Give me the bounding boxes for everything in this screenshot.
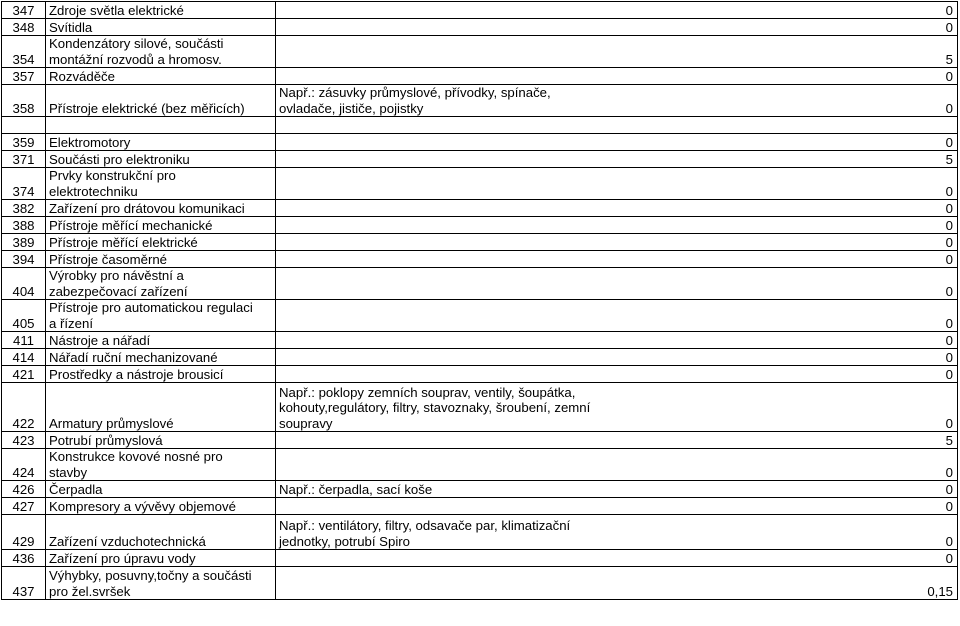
row-name: Konstrukce kovové nosné pro stavby — [46, 449, 276, 481]
table-row — [2, 449, 958, 481]
row-note: Např.: ventilátory, filtry, odsavače par, klimatizační jednotky, potrubí Spiro — [276, 515, 606, 550]
table-row — [2, 251, 958, 268]
table-row — [2, 2, 958, 19]
row-code: 421 — [2, 366, 46, 383]
row-code: 426 — [2, 481, 46, 498]
row-code: 422 — [2, 383, 46, 432]
row-note — [276, 19, 606, 36]
row-name: Součásti pro elektroniku — [46, 151, 276, 168]
row-name: Svítidla — [46, 19, 276, 36]
row-name: Prvky konstrukční pro elektrotechniku — [46, 168, 276, 200]
row-name: Výrobky pro návěstní a zabezpečovací zařízení — [46, 268, 276, 300]
table-row — [2, 85, 958, 117]
row-name: Výhybky, posuvny,točny a součásti pro žel.svršek — [46, 567, 276, 600]
row-name — [46, 117, 276, 134]
row-code: 437 — [2, 567, 46, 600]
row-note: Např.: poklopy zemních souprav, ventily, šoupátka, kohouty,regulátory, filtry, stavoznaky, šroubení, zemní soupravy — [276, 383, 606, 432]
row-value: 0 — [606, 550, 958, 567]
row-value: 0 — [606, 19, 958, 36]
row-name: Přístroje elektrické (bez měřicích) — [46, 85, 276, 117]
table-row — [2, 332, 958, 349]
row-name: Rozváděče — [46, 68, 276, 85]
row-note — [276, 432, 606, 449]
row-code: 374 — [2, 168, 46, 200]
row-note — [276, 168, 606, 200]
row-value: 0 — [606, 449, 958, 481]
row-note — [276, 134, 606, 151]
row-note — [276, 68, 606, 85]
row-note — [276, 2, 606, 19]
row-note — [276, 567, 606, 600]
table-row — [2, 349, 958, 366]
row-note — [276, 217, 606, 234]
row-note: Např.: zásuvky průmyslové, přívodky, spínače, ovladače, jističe, pojistky — [276, 85, 606, 117]
row-note — [276, 550, 606, 567]
row-value: 0 — [606, 383, 958, 432]
table-row — [2, 68, 958, 85]
material-table — [1, 1, 958, 600]
row-value: 0,15 — [606, 567, 958, 600]
table-row — [2, 550, 958, 567]
row-code: 382 — [2, 200, 46, 217]
row-name: Zařízení vzduchotechnická — [46, 515, 276, 550]
row-note — [276, 332, 606, 349]
row-value: 0 — [606, 498, 958, 515]
row-code: 389 — [2, 234, 46, 251]
row-code: 394 — [2, 251, 46, 268]
table-row — [2, 117, 958, 134]
table-row — [2, 268, 958, 300]
row-value: 0 — [606, 2, 958, 19]
row-note — [276, 349, 606, 366]
table-row — [2, 498, 958, 515]
row-code: 404 — [2, 268, 46, 300]
row-value: 0 — [606, 515, 958, 550]
row-value: 0 — [606, 68, 958, 85]
table-body — [2, 2, 958, 600]
table-row — [2, 151, 958, 168]
row-code: 436 — [2, 550, 46, 567]
row-name: Armatury průmyslové — [46, 383, 276, 432]
row-note: Např.: čerpadla, sací koše — [276, 481, 606, 498]
row-name: Kondenzátory silové, součásti montážní rozvodů a hromosv. — [46, 36, 276, 68]
row-code: 405 — [2, 300, 46, 332]
row-value: 5 — [606, 432, 958, 449]
row-code: 427 — [2, 498, 46, 515]
row-note — [276, 117, 606, 134]
table-row — [2, 19, 958, 36]
row-value: 5 — [606, 151, 958, 168]
table-row — [2, 481, 958, 498]
row-name: Čerpadla — [46, 481, 276, 498]
row-code: 354 — [2, 36, 46, 68]
row-note — [276, 449, 606, 481]
table-row — [2, 515, 958, 550]
row-code — [2, 117, 46, 134]
row-code: 359 — [2, 134, 46, 151]
row-name: Nářadí ruční mechanizované — [46, 349, 276, 366]
table-row — [2, 300, 958, 332]
row-note — [276, 200, 606, 217]
table-row — [2, 134, 958, 151]
row-code: 388 — [2, 217, 46, 234]
row-code: 414 — [2, 349, 46, 366]
row-code: 347 — [2, 2, 46, 19]
table-row — [2, 234, 958, 251]
row-code: 423 — [2, 432, 46, 449]
table-row — [2, 366, 958, 383]
row-code: 357 — [2, 68, 46, 85]
row-name: Elektromotory — [46, 134, 276, 151]
row-value: 0 — [606, 85, 958, 117]
row-value: 0 — [606, 217, 958, 234]
table-row — [2, 432, 958, 449]
table-row — [2, 567, 958, 600]
row-note — [276, 36, 606, 68]
row-value: 0 — [606, 200, 958, 217]
row-code: 348 — [2, 19, 46, 36]
row-value: 0 — [606, 234, 958, 251]
row-value: 5 — [606, 36, 958, 68]
row-value — [606, 117, 958, 134]
row-name: Přístroje časoměrné — [46, 251, 276, 268]
row-note — [276, 234, 606, 251]
row-name: Potrubí průmyslová — [46, 432, 276, 449]
row-value: 0 — [606, 332, 958, 349]
table-row — [2, 36, 958, 68]
row-code: 424 — [2, 449, 46, 481]
row-name: Zařízení pro drátovou komunikaci — [46, 200, 276, 217]
row-name: Zdroje světla elektrické — [46, 2, 276, 19]
row-code: 411 — [2, 332, 46, 349]
row-code: 371 — [2, 151, 46, 168]
row-note — [276, 151, 606, 168]
row-name: Přístroje měřící elektrické — [46, 234, 276, 251]
table-row — [2, 200, 958, 217]
row-value: 0 — [606, 300, 958, 332]
row-name: Prostředky a nástroje brousicí — [46, 366, 276, 383]
row-note — [276, 268, 606, 300]
row-value: 0 — [606, 168, 958, 200]
row-name: Přístroje pro automatickou regulaci a řízení — [46, 300, 276, 332]
row-code: 358 — [2, 85, 46, 117]
row-name: Kompresory a vývěvy objemové — [46, 498, 276, 515]
table-row — [2, 383, 958, 432]
row-note — [276, 251, 606, 268]
row-note — [276, 366, 606, 383]
row-value: 0 — [606, 134, 958, 151]
table-row — [2, 217, 958, 234]
row-value: 0 — [606, 349, 958, 366]
row-code: 429 — [2, 515, 46, 550]
row-note — [276, 498, 606, 515]
row-value: 0 — [606, 251, 958, 268]
row-value: 0 — [606, 366, 958, 383]
row-name: Zařízení pro úpravu vody — [46, 550, 276, 567]
row-value: 0 — [606, 481, 958, 498]
row-note — [276, 300, 606, 332]
row-name: Nástroje a nářadí — [46, 332, 276, 349]
table-row — [2, 168, 958, 200]
row-value: 0 — [606, 268, 958, 300]
row-name: Přístroje měřící mechanické — [46, 217, 276, 234]
